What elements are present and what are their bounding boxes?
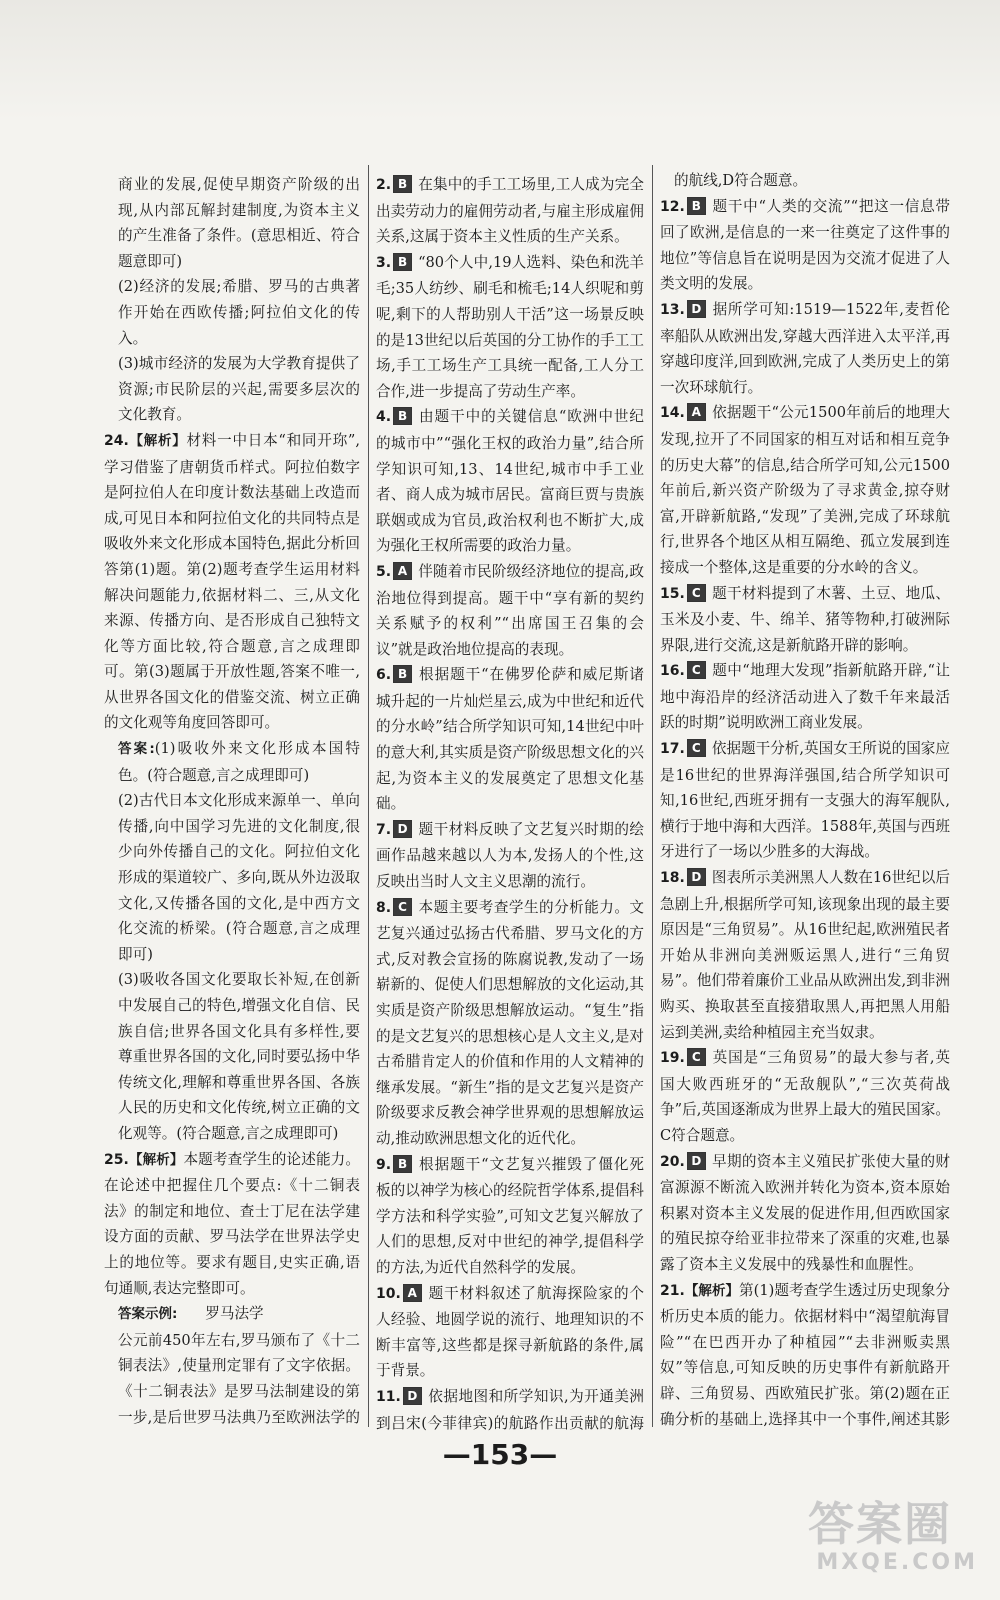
question-13 bbox=[660, 297, 950, 400]
question-16 bbox=[660, 658, 950, 736]
question-17 bbox=[660, 736, 950, 865]
q3-text: “80个人中,19人选料、染色和洗羊毛;35人纺纱、刷毛和梳毛;14人织呢和剪呢,剩下的人帮助别人干活”这一场景反映的是13世纪以后英国的分工协作的手工工场,手工工场生产工具统一配备,工人分工合作,进一步提高了劳动生产率。 bbox=[376, 253, 644, 400]
c1-para-2: (2)经济的发展;希腊、罗马的古典著作开始在西欧传播;阿拉伯文化的传入。 bbox=[118, 278, 360, 347]
question-24 bbox=[104, 428, 360, 736]
watermark-logo bbox=[808, 1498, 978, 1590]
q25-example-head bbox=[104, 1301, 360, 1328]
q6-text: 根据题干“在佛罗伦萨和威尼斯诸城升起的一片灿烂星云,成为中世纪和近代的分水岭”结合所学知识可知,14世纪中叶的意大利,其实质是资产阶级思想文化的兴起,为资本主义的发展奠定了思想文化基础。 bbox=[376, 666, 644, 813]
q13-answer-box: D bbox=[687, 300, 706, 318]
q19-text: 英国是“三角贸易”的最大参与者,英国大败西班牙的“无敌舰队”,“三次英荷战争”后,英国逐渐成为世界上最大的殖民国家。C符合题意。 bbox=[660, 1049, 950, 1144]
q25-example-body: 公元前450年左右,罗马颁布了《十二铜表法》,使量刑定罪有了文字依据。《十二铜表法》是罗马法制建设的第一步,是后世罗马法典乃至欧洲法学的 bbox=[118, 1331, 360, 1426]
q18-number: 18. bbox=[660, 870, 685, 887]
question-8 bbox=[376, 895, 644, 1152]
q8-number: 8. bbox=[376, 899, 392, 916]
q24-answer-3: (3)吸收各国文化要取长补短,在创新中发展自己的特色,增强文化自信、民族自信;世界各国文化具有多样性,要尊重世界各国的文化,同时要弘扬中华传统文化,理解和尊重世界各国、各族人民的历史和文化传统,树立正确的文化观等。(符合题意,言之成理即可) bbox=[118, 971, 360, 1142]
q13-number: 13. bbox=[660, 301, 685, 318]
q2-text: 在集中的手工工场里,工人成为完全出卖劳动力的雇佣劳动者,与雇主形成雇佣关系,这属于资本主义性质的生产关系。 bbox=[376, 176, 644, 246]
question-5 bbox=[376, 559, 644, 662]
q21-number: 21. bbox=[660, 1282, 685, 1299]
question-18 bbox=[660, 865, 950, 1045]
q25-example-title: 罗马法学 bbox=[205, 1305, 264, 1323]
q5-text: 伴随着市民阶级经济地位的提高,政治地位得到提高。题干中“享有新的契约关系赋予的权利”“出席国王召集的会议”就是政治地位提高的表现。 bbox=[376, 562, 644, 658]
q10-answer-box: A bbox=[403, 1284, 422, 1302]
c1-para-1: 商业的发展,促使早期资产阶级的出现,从内部瓦解封建制度,为资本主义的产生准备了条件。(意思相近、符合题意即可) bbox=[118, 176, 360, 270]
q16-answer-box: C bbox=[687, 661, 706, 679]
q8-answer-box: C bbox=[393, 898, 412, 916]
question-14 bbox=[660, 400, 950, 580]
q6-number: 6. bbox=[376, 667, 392, 684]
question-19 bbox=[660, 1045, 950, 1148]
q9-answer-box: B bbox=[393, 1155, 412, 1173]
q24-answer-1-text: (1)吸收外来文化形成本国特色。(符合题意,言之成理即可) bbox=[118, 740, 360, 784]
c1-para-3: (3)城市经济的发展为大学教育提供了资源;市民阶层的兴起,需要多层次的文化教育。 bbox=[118, 355, 360, 424]
q12-text: 题干中“人类的交流”“把这一信息带回了欧洲,是信息的一来一往奠定了这件事的地位”等信息旨在说明是因为交流才促进了人类文明的发展。 bbox=[660, 197, 950, 293]
q4-text: 由题干中的关键信息“欧洲中世纪的城市中”“强化王权的政治力量”,结合所学知识可知,13、14世纪,城市中手工业者、商人成为城市居民。富商巨贾与贵族联姻或成为官员,政治权利也不断扩大,成为强化王权所需要的政治力量。 bbox=[376, 408, 644, 555]
q21-analysis: 第(1)题考查学生透过历史现象分析历史本质的能力。依据材料中“渴望航海冒险”“在巴西开办了种植园”“去非洲贩卖黑奴”等信息,可知反映的历史事件有新航路开辟、三角贸易、西欧殖民扩张。第(2)题在正确分析的基础上,选择其中一个事件,阐述其影 bbox=[660, 1281, 950, 1428]
q16-number: 16. bbox=[660, 663, 685, 680]
question-15 bbox=[660, 581, 950, 659]
column-3 bbox=[660, 168, 950, 1428]
q15-answer-box: C bbox=[687, 584, 706, 602]
scan-shade bbox=[0, 0, 1000, 120]
q8-text: 本题主要考查学生的分析能力。文艺复兴通过弘扬古代希腊、罗马文化的方式,反对教会宣扬的陈腐说教,发动了一场崭新的、促使人们思想解放的文化运动,其实质是资产阶级思想解放运动。“复生”指的是文艺复兴的思想核心是人文主义,是对古希腊肯定人的价值和作用的人文精神的继承发展。“新生”指的是文艺复兴是资产阶级要求反教会神学世界观的思想解放运动,推动欧洲思想文化的近代化。 bbox=[376, 898, 644, 1147]
q12-answer-box: B bbox=[687, 197, 706, 215]
q21-analysis-tag: 【解析】 bbox=[684, 1282, 740, 1299]
column-1 bbox=[104, 172, 360, 1432]
watermark-main: 答案圈 bbox=[808, 1497, 952, 1551]
column-2 bbox=[376, 172, 644, 1432]
q17-text: 依据题干分析,英国女王所说的国家应是16世纪的世界海洋强国,结合所学知识可知,16世纪,西班牙拥有一支强大的海军舰队,横行于地中海和大西洋。1588年,英国与西班牙进行了一场以少胜多的大海战。 bbox=[660, 740, 950, 861]
q24-answer-2: (2)古代日本文化形成来源单一、单向传播,向中国学习先进的文化制度,很少向外传播自己的文化。阿拉伯文化形成的渠道较广、多向,既从外边汲取文化,又传播各国的文化,是中西方文化交流的桥梁。(符合题意,言之成理即可) bbox=[118, 792, 360, 963]
q25-analysis: 本题考查学生的论述能力。在论述中把握住几个要点:《十二铜表法》的制定和地位、查士丁尼在法学建设方面的贡献、罗马法学在世界法学史上的地位等。要求有题目,史实正确,语句通顺,表达完整即可。 bbox=[104, 1150, 360, 1297]
q10-number: 10. bbox=[376, 1285, 401, 1302]
q2-answer-box: B bbox=[393, 175, 412, 193]
q11-answer-box: D bbox=[403, 1387, 422, 1405]
q11-number: 11. bbox=[376, 1388, 401, 1405]
q3-number: 3. bbox=[376, 254, 392, 271]
q24-answer-1 bbox=[104, 736, 360, 788]
q3-answer-box: B bbox=[393, 253, 412, 271]
q19-answer-box: C bbox=[687, 1048, 706, 1066]
q14-answer-box: A bbox=[687, 403, 706, 421]
question-11 bbox=[376, 1384, 644, 1432]
question-12 bbox=[660, 194, 950, 297]
q20-text: 早期的资本主义殖民扩张使大量的财富源源不断流入欧洲并转化为资本,资本原始积累对资本主义发展的促进作用,但西欧国家的殖民掠夺给亚非拉带来了深重的灾难,也暴露了资本主义发展中的残暴性和血腥性。 bbox=[660, 1152, 950, 1273]
q11-text: 依据地图和所学知识,为开通美洲到吕宋(今菲律宾)的航路作出贡献的航海 bbox=[376, 1387, 644, 1432]
question-10 bbox=[376, 1281, 644, 1384]
q15-number: 15. bbox=[660, 585, 685, 602]
q17-answer-box: C bbox=[687, 739, 706, 757]
q14-number: 14. bbox=[660, 405, 685, 422]
q14-text: 依据题干“公元1500年前后的地理大发现,拉开了不同国家的相互对话和相互竞争的历史大幕”的信息,结合所学可知,公元1500年前后,新兴资产阶级为了寻求黄金,掠夺财富,开辟新航路,“发现”了美洲,完成了环球航行,世界各个地区从相互隔绝、孤立发展到连接成一个整体,这是重要的分水岭的含义。 bbox=[660, 404, 950, 576]
q11-continued: 的航线,D符合题意。 bbox=[674, 172, 808, 189]
q25-number: 25. bbox=[104, 1151, 129, 1168]
q9-text: 根据题干“文艺复兴摧毁了僵化死板的以神学为核心的经院哲学体系,提倡科学方法和科学实验”,可知文艺复兴解放了人们的思想,反对中世纪的神学,提倡科学的方法,为近代自然科学的发展。 bbox=[376, 1155, 644, 1276]
page-number: —153— bbox=[442, 1438, 558, 1471]
question-2 bbox=[376, 172, 644, 250]
q24-number: 24. bbox=[104, 432, 129, 449]
question-6 bbox=[376, 662, 644, 817]
q18-text: 图表所示美洲黑人人数在16世纪以后急剧上升,根据所学可知,该现象出现的最主要原因是“三角贸易”。从16世纪起,欧洲殖民者开始从非洲向美洲贩运黑人,进行“三角贸易”。他们带着廉价工业品从欧洲出发,到非洲购买、换取甚至直接猎取黑人,再把黑人用船运到美洲,卖给种植园主充当奴隶。 bbox=[660, 869, 950, 1041]
q13-text: 据所学可知:1519—1522年,麦哲伦率船队从欧洲出发,穿越大西洋进入太平洋,再穿越印度洋,回到欧洲,完成了人类历史上的第一次环球航行。 bbox=[660, 300, 950, 396]
q10-text: 题干材料叙述了航海探险家的个人经验、地圆学说的流行、地理知识的不断丰富等,这些都是探寻新航路的条件,属于背景。 bbox=[376, 1284, 644, 1380]
q19-number: 19. bbox=[660, 1050, 685, 1067]
q24-answer-label: 答案: bbox=[118, 741, 155, 758]
q12-number: 12. bbox=[660, 198, 685, 215]
q16-text: 题中“地理大发现”指新航路开辟,“让地中海沿岸的经济活动进入了数千年来最活跃的时期”说明欧洲工商业发展。 bbox=[660, 662, 950, 732]
q9-number: 9. bbox=[376, 1156, 392, 1173]
q7-answer-box: D bbox=[393, 820, 412, 838]
q5-answer-box: A bbox=[393, 562, 412, 580]
q7-text: 题干材料反映了文艺复兴时期的绘画作品越来越以人为本,发扬人的个性,这反映出当时人文主义思潮的流行。 bbox=[376, 820, 644, 891]
q25-analysis-tag: 【解析】 bbox=[128, 1151, 184, 1168]
q25-example-label: 答案示例: bbox=[118, 1306, 178, 1323]
q20-answer-box: D bbox=[687, 1152, 706, 1170]
q7-number: 7. bbox=[376, 821, 392, 838]
question-4 bbox=[376, 404, 644, 559]
watermark-sub: MXQE.COM bbox=[816, 1550, 978, 1575]
question-3 bbox=[376, 250, 644, 405]
q15-text: 题干材料提到了木薯、土豆、地瓜、玉米及小麦、牛、绵羊、猪等物种,打破洲际界限,进行交流,这是新航路开辟的影响。 bbox=[660, 584, 950, 654]
q24-analysis: 材料一中日本“和同开珎”,学习借鉴了唐朝货币样式。阿拉伯数字是阿拉伯人在印度计数法基础上改造而成,可见日本和阿拉伯文化的共同特点是吸收外来文化形成本国特色,据此分析回答第(1)题。第(2)题考查学生运用材料解决问题能力,依据材料二、三,从文化来源、传播方向、是否形成自己独特文化等方面比较,符合题意,言之成理即可。第(3)题属于开放性题,答案不唯一,从世界各国文化的借鉴交流、树立正确的文化观等角度回答即可。 bbox=[104, 431, 360, 732]
question-20 bbox=[660, 1149, 950, 1278]
question-7 bbox=[376, 817, 644, 895]
q17-number: 17. bbox=[660, 741, 685, 758]
q5-number: 5. bbox=[376, 563, 392, 580]
q24-analysis-tag: 【解析】 bbox=[128, 432, 187, 449]
question-21 bbox=[660, 1278, 950, 1428]
column-rule-right bbox=[652, 165, 653, 1427]
q2-number: 2. bbox=[376, 177, 392, 193]
question-9 bbox=[376, 1152, 644, 1281]
q4-answer-box: B bbox=[393, 407, 412, 425]
q6-answer-box: B bbox=[393, 665, 412, 683]
column-rule-left bbox=[368, 165, 369, 1427]
q4-number: 4. bbox=[376, 409, 392, 426]
q18-answer-box: D bbox=[687, 868, 706, 886]
question-25 bbox=[104, 1147, 360, 1302]
q20-number: 20. bbox=[660, 1153, 685, 1170]
